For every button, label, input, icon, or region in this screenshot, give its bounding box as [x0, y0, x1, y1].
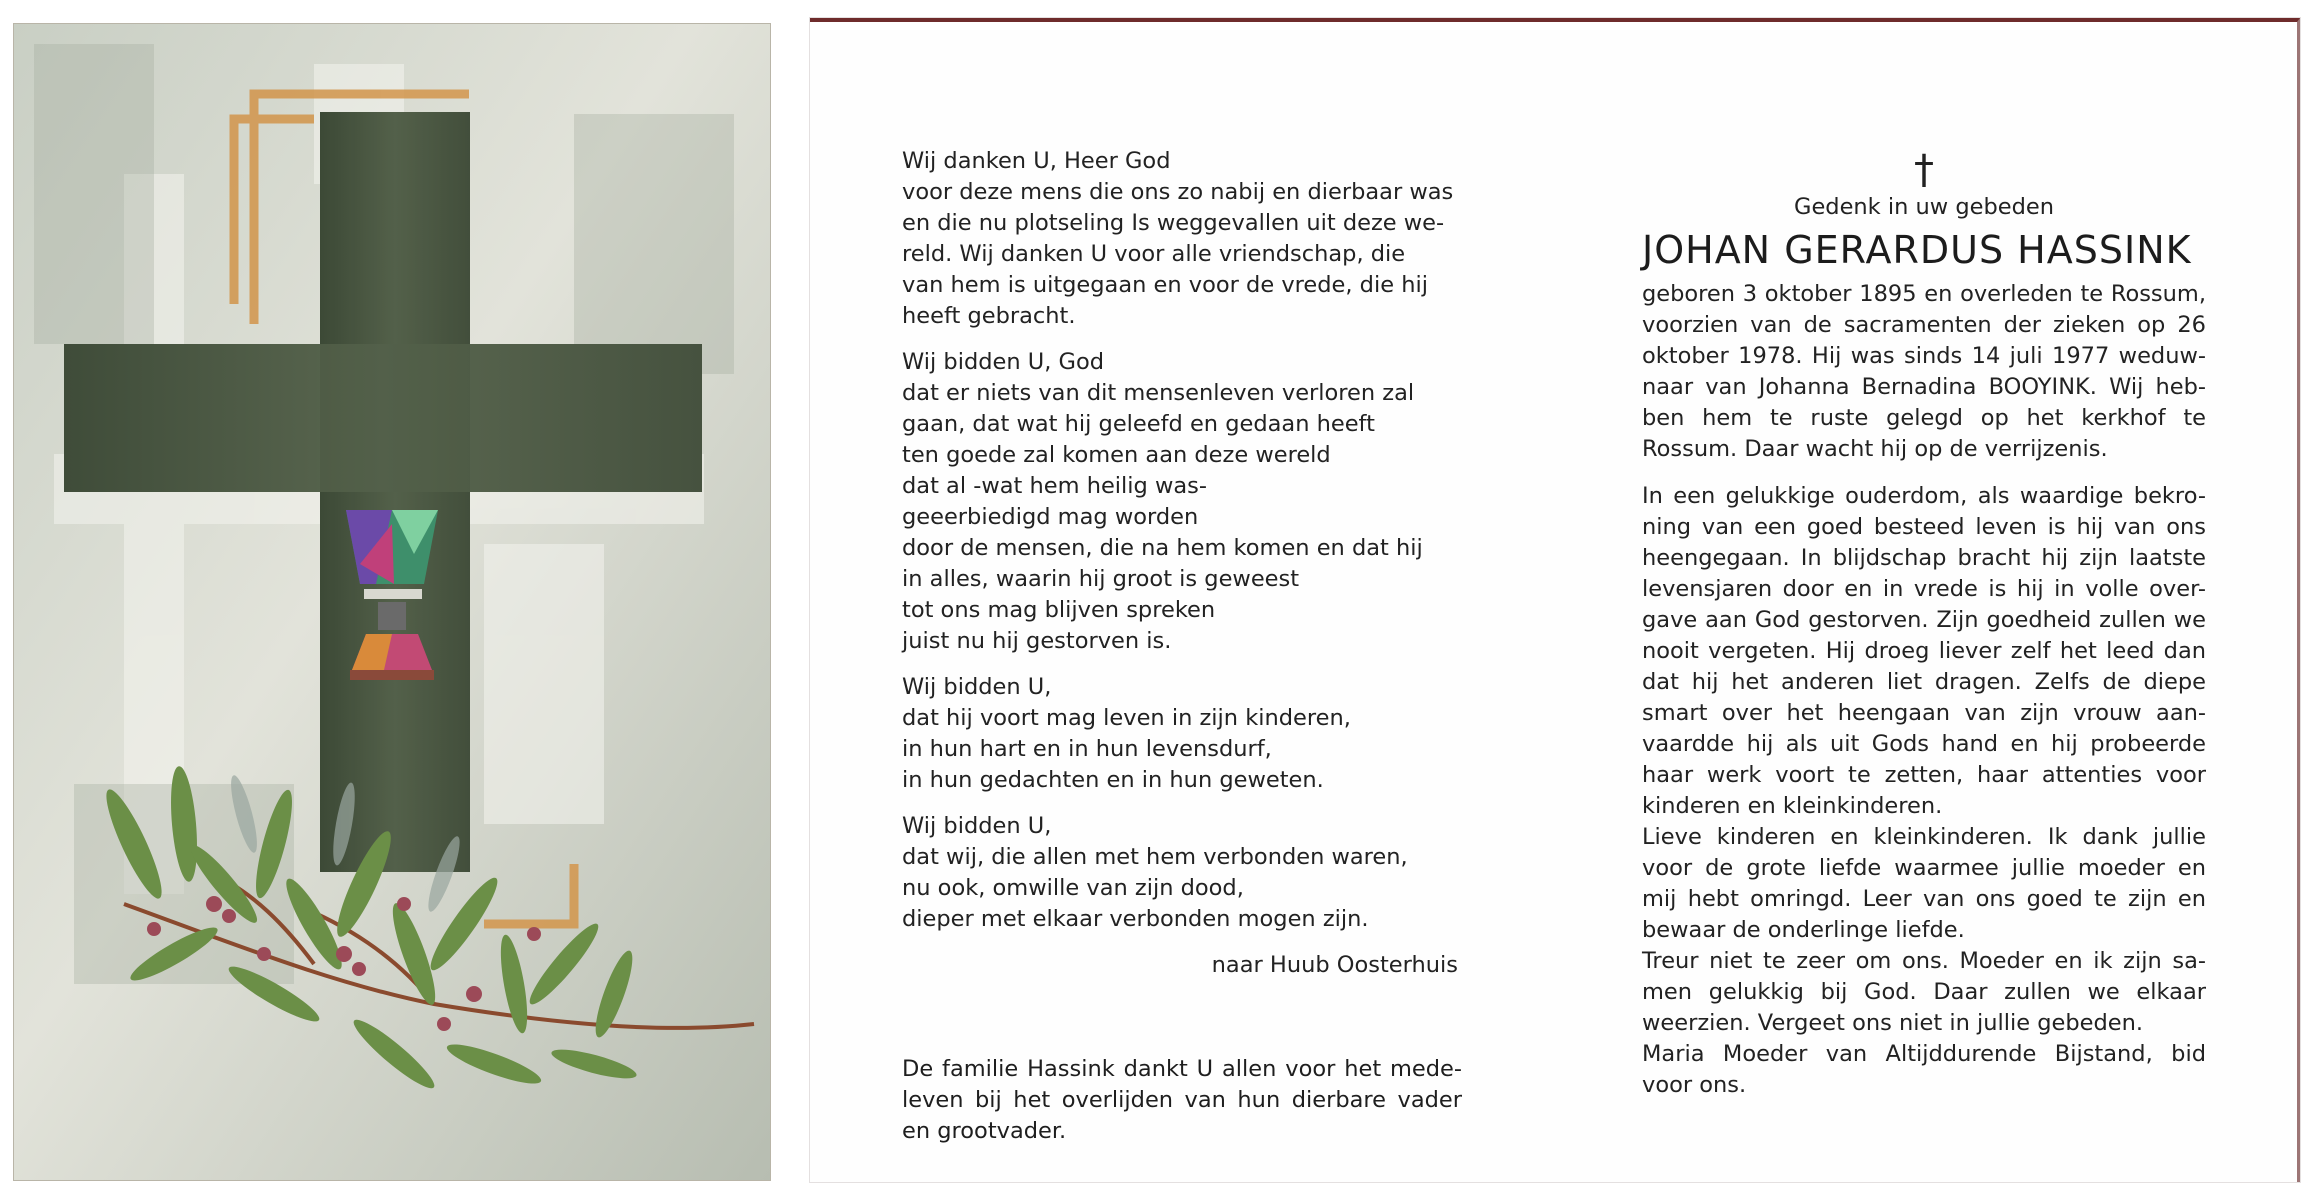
prayer-line: nu ook, omwille van zijn dood, [902, 875, 1244, 901]
prayer-line: dieper met elkaar verbonden mogen zijn. [902, 906, 1369, 932]
cross-icon: † [1914, 147, 1934, 193]
prayer-line: in hun gedachten en in hun geweten. [902, 767, 1324, 793]
cross-painting [14, 24, 770, 1180]
prayer-line: dat wij, die allen met hem verbonden waren, [902, 844, 1408, 870]
prayer-line: heeft gebracht. [902, 303, 1076, 329]
prayer-stanza-3 [902, 672, 1462, 796]
family-thanks: De familie Hassink dankt U allen voor het mede-leven bij het overlijden van hun dierbare vader en grootvader. [902, 1055, 1462, 1144]
prayer-line: in hun hart en in hun levensdurf, [902, 736, 1272, 762]
message-comfort: Treur niet te zeer om ons. Moeder en ik zijn sa-men gelukkig bij God. Daar zullen we elkaar weerzien. Vergeet ons niet in jullie gebeden. [1642, 948, 2206, 1036]
prayer-line: geeerbiedigd mag worden [902, 504, 1199, 530]
prayer-line: dat er niets van dit mensenleven verloren zal [902, 380, 1415, 406]
memorial-column [1642, 147, 2206, 1101]
deceased-name: JOHAN GERARDUS HASSINK [1642, 228, 2192, 272]
prayer-line: voor deze mens die ons zo nabij en dierbaar was [902, 179, 1454, 205]
prayer-line: Wij bidden U, [902, 674, 1052, 700]
prayer-line: juist nu hij gestorven is. [902, 628, 1172, 654]
prayer-stanza-4 [902, 811, 1462, 935]
prayer-stanza-1 [902, 146, 1462, 332]
prayer-line: Wij danken U, Heer God [902, 148, 1171, 174]
prayer-line: Wij bidden U, [902, 813, 1052, 839]
prayer-line: door de mensen, die na hem komen en dat hij [902, 535, 1423, 561]
prayer-attribution: naar Huub Oosterhuis [1211, 952, 1458, 978]
prayer-line: gaan, dat wat hij geleefd en gedaan heeft [902, 411, 1375, 437]
prayer-line: ten goede zal komen aan deze wereld [902, 442, 1331, 468]
prayer-line: van hem is uitgegaan en voor de vrede, die hij [902, 272, 1428, 298]
prayer-line: reld. Wij danken U voor alle vriendschap, die [902, 241, 1406, 267]
message-children: Lieve kinderen en kleinkinderen. Ik dank jullie voor de grote liefde waarmee jullie moeder en mij hebt omringd. Leer van ons goed te zijn en bewaar de onderlinge liefde. [1642, 824, 2206, 943]
farewell-message [1642, 481, 2206, 1101]
prayer-line: dat hij voort mag leven in zijn kinderen, [902, 705, 1351, 731]
prayer-line: in alles, waarin hij groot is geweest [902, 566, 1300, 592]
prayer-stanza-2 [902, 347, 1462, 657]
prayer-column [902, 146, 1462, 981]
memorial-card-text [810, 18, 2300, 1182]
memorial-card-illustration [14, 24, 770, 1180]
prayer-line: tot ons mag blijven spreken [902, 597, 1216, 623]
message-paragraph: In een gelukkige ouderdom, als waardige bekro-ning van een goed besteed leven is hij van ons heengegaan. In blijdschap bracht hij zijn laatste levensjaren door en in vrede is hij in volle over-gave aan God gestorven. Zijn goedheid zullen we nooit vergeten. Hij droeg liever zelf het leed dan dat hij het anderen liet dragen. Zelfs de diepe smart over het heengaan van zijn vrouw aan-vaardde hij als uit Gods hand en hij probeerde haar werk voort te zetten, haar attenties voor kinderen en kleinkinderen. [1642, 483, 2206, 819]
biography: geboren 3 oktober 1895 en overleden te Rossum, voorzien van de sacramenten der zieken op 26 oktober 1978. Hij was sinds 14 juli 1977 weduw-naar van Johanna Bernadina BOOYINK. Wij heb-ben hem te ruste gelegd op het kerkhof te Rossum. Daar wacht hij op de verrijzenis. [1642, 281, 2206, 462]
prayer-line: dat al -wat hem heilig was- [902, 473, 1208, 499]
message-prayer: Maria Moeder van Altijddurende Bijstand, bid voor ons. [1642, 1041, 2206, 1098]
prayer-line: en die nu plotseling Is weggevallen uit deze we- [902, 210, 1445, 236]
remember-heading: Gedenk in uw gebeden [1794, 194, 2054, 220]
prayer-line: Wij bidden U, God [902, 349, 1105, 375]
